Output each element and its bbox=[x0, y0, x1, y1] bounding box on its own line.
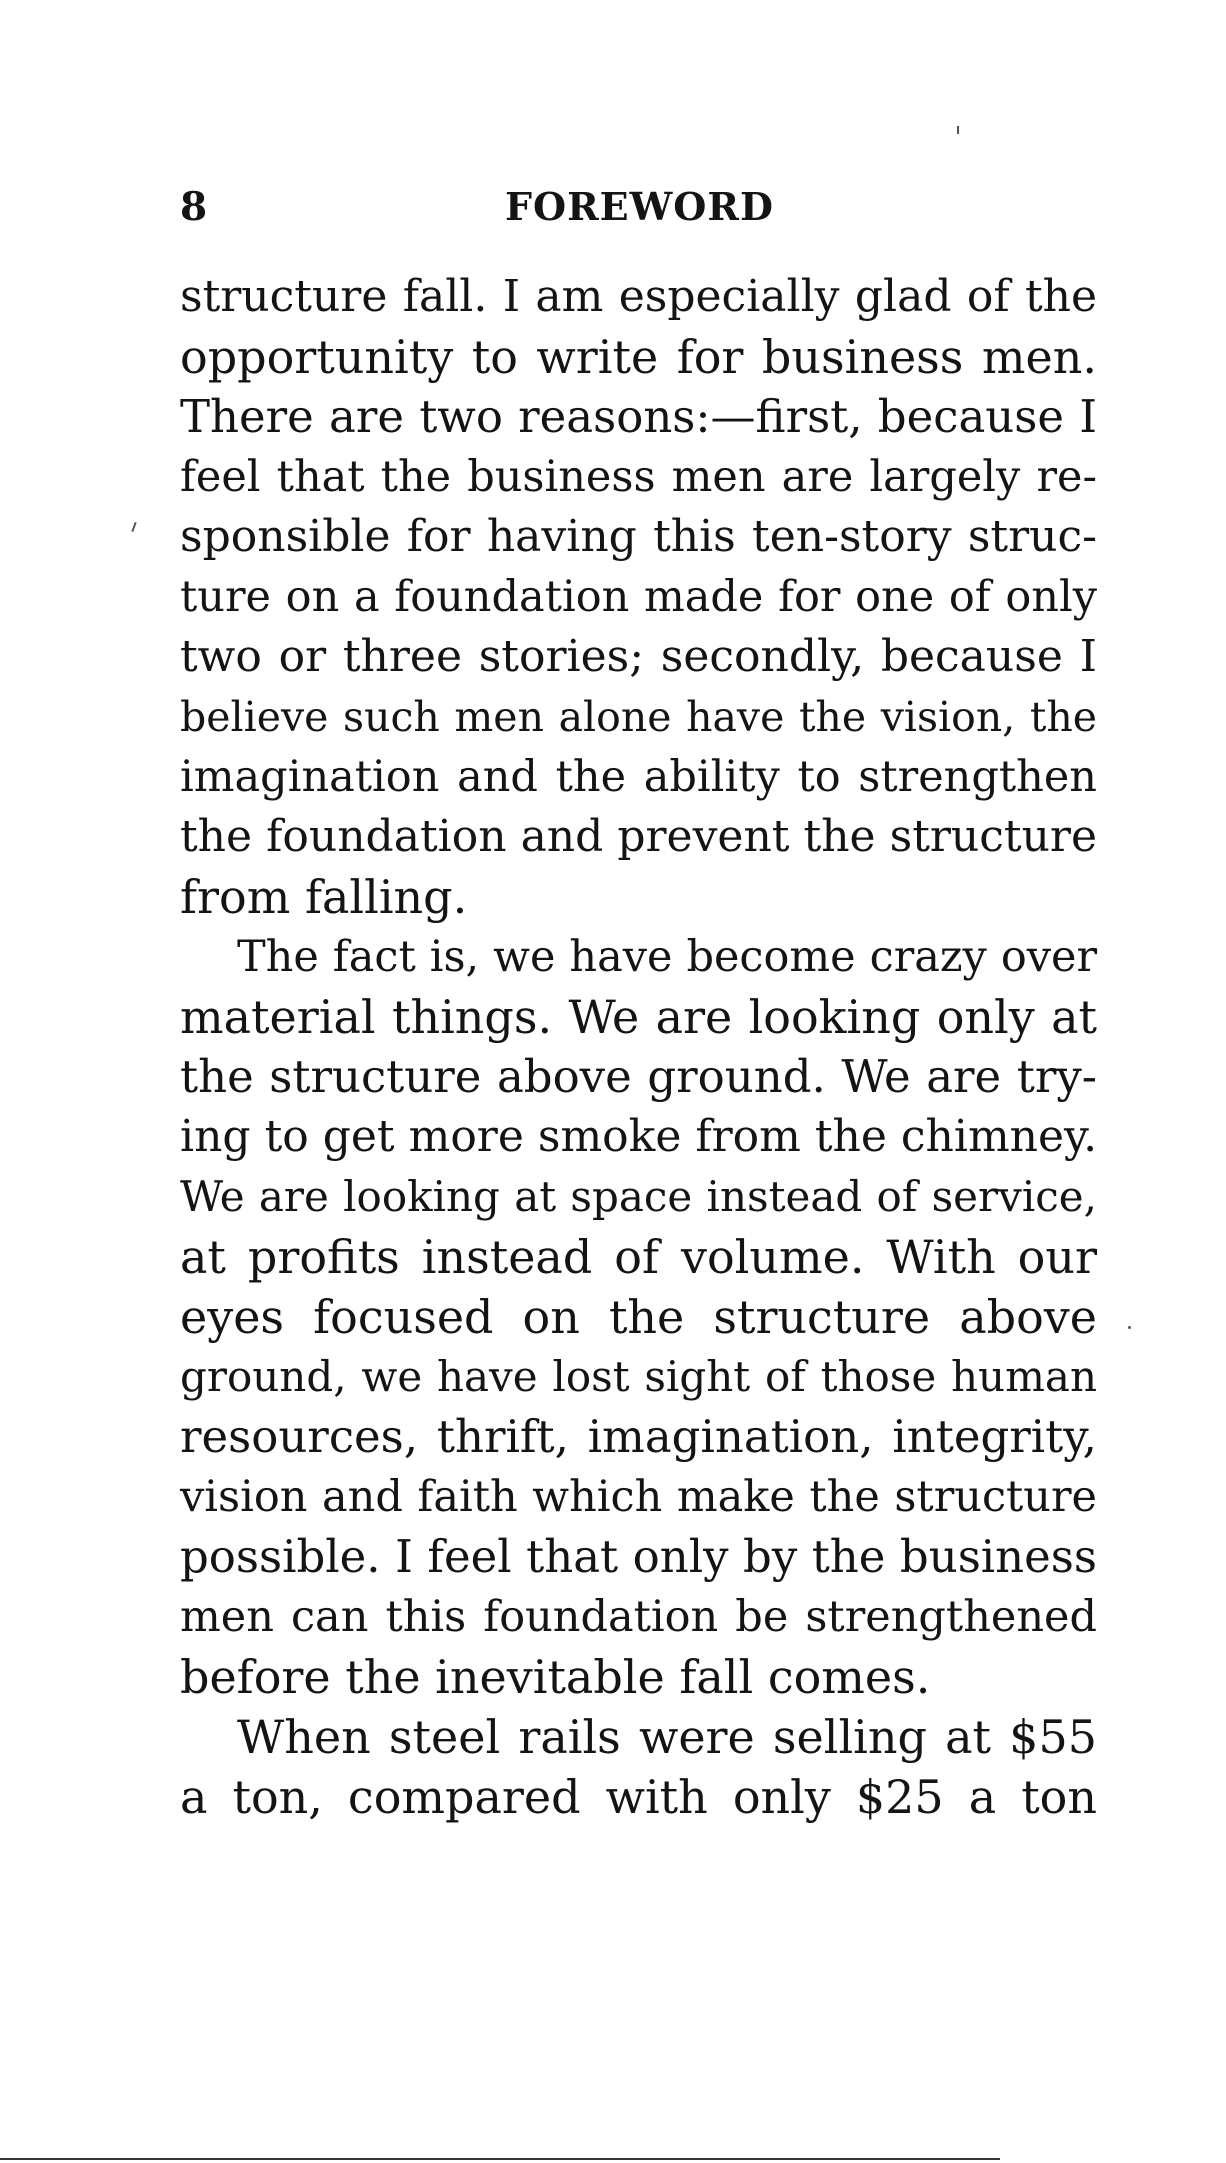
text-line: a ton, compared with only $25 a ton bbox=[180, 1770, 1097, 1824]
scan-speck bbox=[957, 126, 959, 134]
paragraph bbox=[180, 267, 1097, 927]
paragraph bbox=[180, 927, 1097, 1707]
text-line: at profits instead of volume. With our bbox=[180, 1230, 1097, 1284]
text-line: the structure above ground. We are try- bbox=[180, 1050, 1097, 1103]
text-line: When steel rails were selling at $55 bbox=[237, 1710, 1097, 1764]
text-line: opportunity to write for business men. bbox=[180, 330, 1097, 384]
text-line: structure fall. I am especially glad of the bbox=[180, 271, 1097, 322]
text-line: We are looking at space instead of service, bbox=[180, 1172, 1097, 1221]
text-line: There are two reasons:—first, because I bbox=[180, 390, 1097, 443]
page-header bbox=[180, 182, 1100, 232]
page-number: 8 bbox=[180, 184, 208, 230]
scan-speck bbox=[1128, 1326, 1131, 1329]
text-line: material things. We are looking only at bbox=[180, 990, 1097, 1044]
text-line: believe such men alone have the vision, the bbox=[180, 693, 1097, 741]
text-line: eyes focused on the structure above bbox=[180, 1290, 1097, 1344]
text-line: ground, we have lost sight of those human bbox=[180, 1352, 1097, 1401]
text-line: The fact is, we have become crazy over bbox=[237, 932, 1097, 982]
bottom-rule bbox=[0, 2158, 1000, 2160]
text-line: resources, thrift, imagination, integrity, bbox=[180, 1410, 1097, 1463]
text-line: imagination and the ability to strengthen bbox=[180, 752, 1097, 802]
text-line: men can this foundation be strengthened bbox=[180, 1592, 1097, 1642]
text-line: ture on a foundation made for one of only bbox=[180, 572, 1097, 622]
text-line: from falling. bbox=[180, 870, 468, 924]
paragraph bbox=[180, 1707, 1097, 1827]
text-line: ing to get more smoke from the chimney. bbox=[180, 1111, 1098, 1162]
scan-speck bbox=[131, 522, 136, 532]
text-line: feel that the business men are largely re- bbox=[180, 452, 1097, 502]
text-line: vision and faith which make the structure bbox=[180, 1472, 1097, 1522]
text-line: possible. I feel that only by the business bbox=[180, 1530, 1097, 1583]
text-line: two or three stories; secondly, because I bbox=[180, 631, 1097, 682]
running-title: FOREWORD bbox=[505, 184, 774, 229]
text-line: before the inevitable fall comes. bbox=[180, 1650, 931, 1704]
text-line: sponsible for having this ten-story struc- bbox=[180, 511, 1097, 562]
body-text bbox=[180, 267, 1097, 1827]
text-line: the foundation and prevent the structure bbox=[180, 811, 1097, 862]
